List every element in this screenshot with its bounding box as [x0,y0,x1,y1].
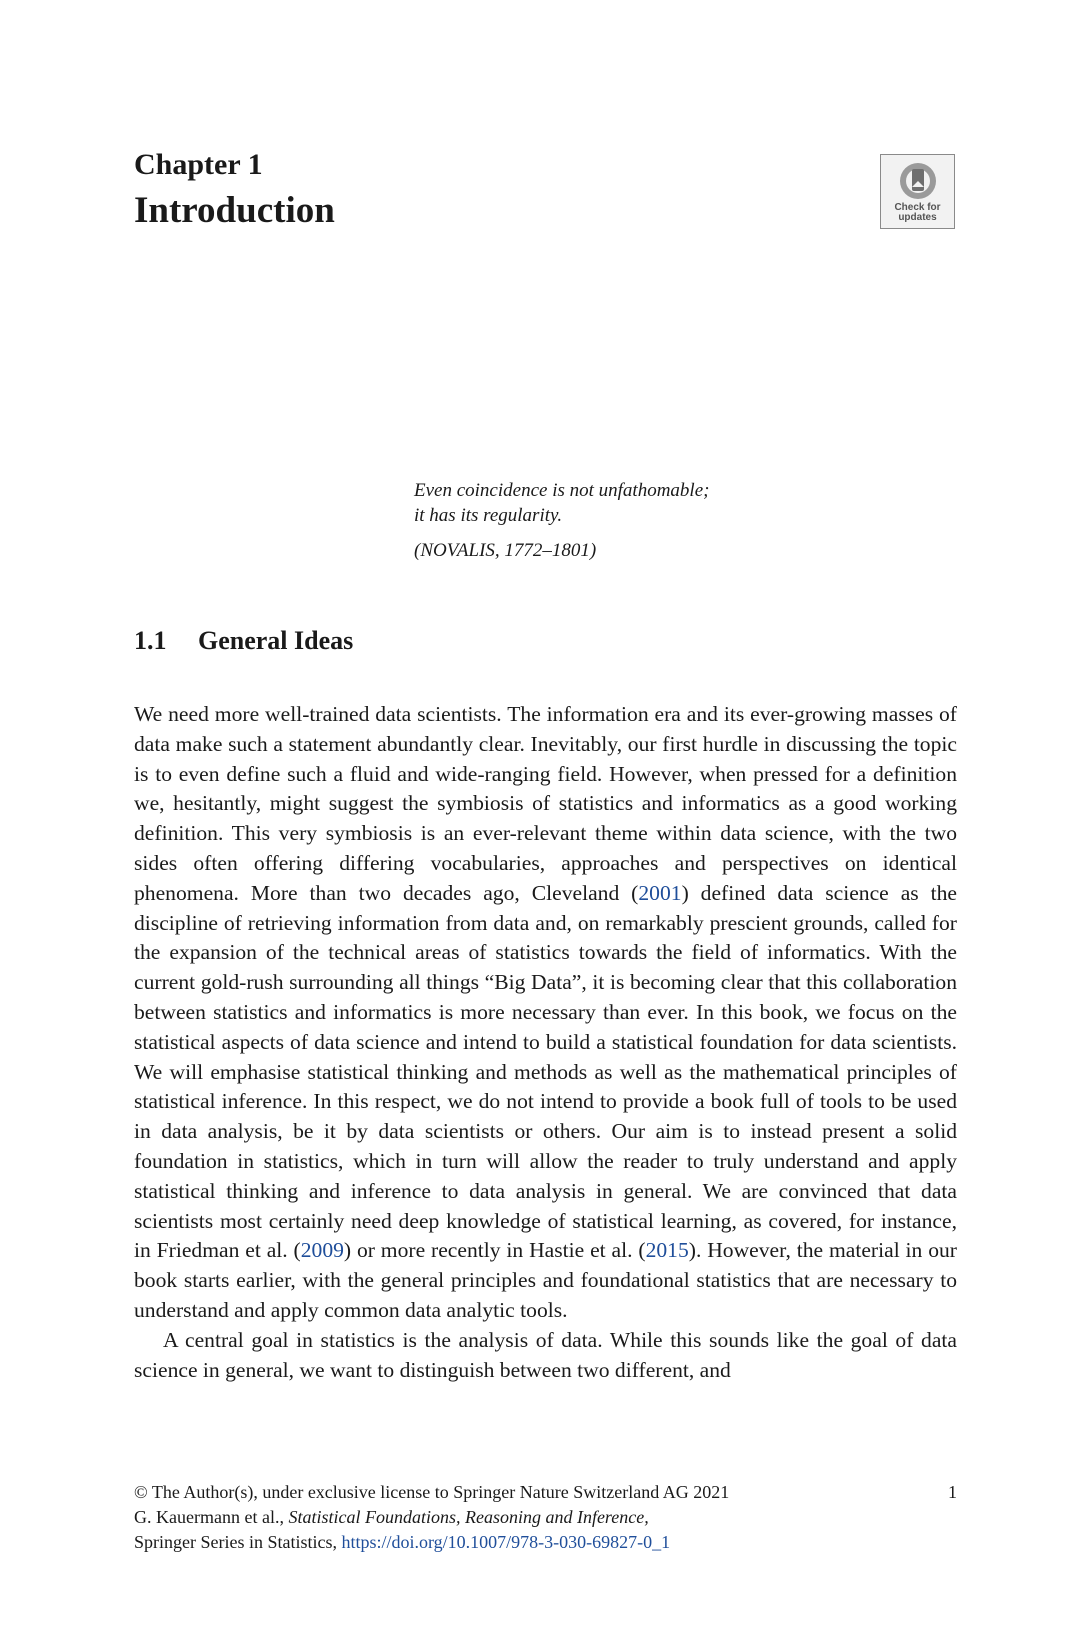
footer-copyright: © The Author(s), under exclusive license to Springer Nature Switzerland AG 2021 [134,1482,730,1502]
epigraph-attribution: (NOVALIS, 1772–1801) [414,540,597,561]
epigraph [414,478,709,563]
badge-line2: updates [898,212,937,223]
footer-authors: G. Kauermann et al., [134,1507,284,1527]
section-heading [134,626,353,656]
footer [134,1480,957,1555]
check-for-updates-badge[interactable] [880,154,955,229]
page-number: 1 [948,1482,957,1502]
paragraph-1 [134,700,957,1326]
footer-series: Springer Series in Statistics, [134,1532,337,1552]
check-for-updates-icon [898,161,938,201]
section-number: 1.1 [134,626,167,655]
chapter-title: Introduction [134,190,335,231]
paragraph-1-text-c: ) or more recently in Hastie et al. ( [343,1238,646,1263]
paragraph-1-text-d: ). However, the material in our book starts earlier, with the general principles and foundational statistics that are necessary to understand and apply common data analytic tools. [134,1238,957,1322]
section-title: General Ideas [198,626,354,655]
footer-citation [134,1505,957,1530]
epigraph-line2: it has its regularity. [414,505,563,526]
chapter-label: Chapter 1 [134,148,263,181]
epigraph-line1: Even coincidence is not unfathomable; [414,480,710,501]
citation-friedman-2009[interactable]: 2009 [300,1238,344,1263]
paragraph-1-text-b: ) defined data science as the discipline of retrieving information from data and, on remarkably prescient grounds, called for the expansion of the technical areas of statistics towards the field of informatics. With the current gold-rush surrounding all things “Big Data”, it is becoming clear that this collaboration between statistics and informatics is more necessary than ever. In this book, we focus on the statistical aspects of data science and intend to build a statistical foundation for data scientists. We will emphasise statistical thinking and methods as well as the mathematical principles of statistical inference. In this respect, we do not intend to provide a book full of tools to be used in data analysis, be it by data scientists or others. Our aim is to instead present a solid foundation in statistics, which in turn will allow the reader to truly understand and apply statistical thinking and inference to data analysis in general. We are convinced that data scientists most certainly need deep knowledge of statistical learning, as covered, for instance, in Friedman et al. ( [134,880,957,1263]
footer-series-line [134,1530,957,1555]
doi-link[interactable]: https://doi.org/10.1007/978-3-030-69827-0_1 [341,1532,671,1552]
paragraph-1-text-a: We need more well-trained data scientists. The information era and its ever-growing masses of data make such a statement abundantly clear. Inevitably, our first hurdle in discussing the topic is to even define such a fluid and wide-ranging field. However, when pressed for a definition we, hesitantly, might suggest the symbiosis of statistics and informatics as a good working definition. This very symbiosis is an ever-relevant theme within data science, with the two sides often offering differing vocabularies, approaches and perspectives on identical phenomena. More than two decades ago, Cleveland ( [134,702,957,905]
citation-hastie-2015[interactable]: 2015 [645,1238,689,1263]
body-text [134,700,957,1385]
badge-text [888,203,948,223]
badge-line1: Check for [894,202,941,213]
footer-book-title: Statistical Foundations, Reasoning and Inference, [288,1507,649,1527]
citation-cleveland-2001[interactable]: 2001 [638,880,682,905]
paragraph-2: A central goal in statistics is the analysis of data. While this sounds like the goal of data science in general, we want to distinguish between two different, and [134,1327,957,1382]
